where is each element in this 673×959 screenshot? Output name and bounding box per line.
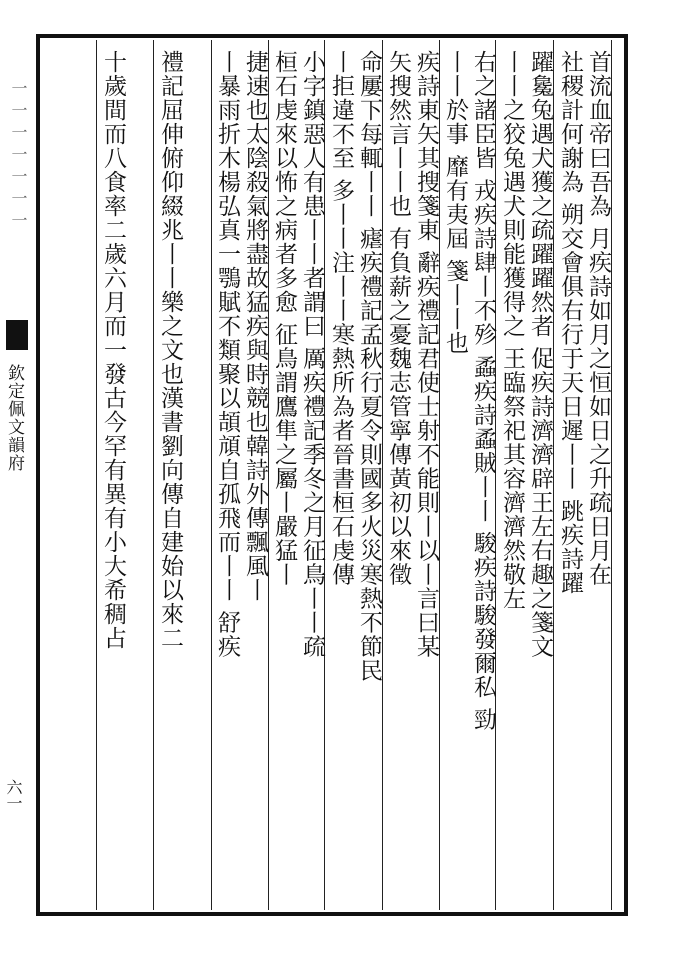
text-column: 小字鎮惡人有患丨丨者謂曰 厲疾禮記季冬之月征鳥丨丨疏 (299, 50, 325, 659)
text-column: 丨丨於事 靡有夷屆 箋丨丨也 (442, 50, 468, 355)
text-column: 疾詩東矢其搜箋東 辭疾禮記君使士射不能則丨以丨言曰某 (413, 50, 439, 659)
fishtail-mark (6, 320, 28, 350)
edge-marks: 一一一一一一一 (9, 80, 28, 234)
book-title: 欽定佩文韻府 (4, 364, 24, 472)
page-number: 六一 (4, 779, 23, 811)
page-margin (0, 34, 32, 916)
text-column: 躍毚兔遇犬獲之疏躍躍然者 促疾詩濟濟辟王左右趣之箋文 (527, 50, 553, 659)
text-column: 社稷計何謝為 朔交會俱右行于天日遲丨丨 跳疾詩躍 (557, 50, 583, 595)
text-column: 命屢下每輒丨丨 瘧疾禮記孟秋行夏令則國多火災寒熱不節民 (356, 50, 382, 683)
text-column: 丨丨之狡兔遇犬則能獲得之 王臨祭祀其容濟濟然敬左 (499, 50, 525, 611)
text-column: 禮記屈伸俯仰綴兆丨丨樂之文也漢書劉向傳自建始以來二 (157, 50, 183, 650)
text-column: 首流血帝曰吾為 月疾詩如月之恒如日之升疏日月在 (585, 50, 611, 587)
text-column: 丨拒違不至 多丨丨注丨丨寒熱所為者晉書桓石虔傳 (328, 50, 354, 587)
text-column: 捷速也太陰殺氣將盡故猛疾與時競也韓詩外傳飄風丨 (242, 50, 268, 602)
text-column: 右之諸臣皆 戎疾詩肆丨不殄 蟊疾詩蟊賊丨丨 駿疾詩駿發爾私 勁 (470, 50, 496, 732)
text-column: 丨暴雨折木楊弘真一鶚賦不類聚以頡頏自孤飛而丨丨 舒疾 (214, 50, 240, 659)
text-column: 矢搜然言丨丨也 有負薪之憂魏志管寧傳黃初以來徵 (385, 50, 411, 587)
column-rule (211, 40, 212, 910)
column-rule (96, 40, 97, 910)
text-column: 十歲間而八食率二歲六月而一發古今罕有異有小大希稠占 (100, 50, 126, 650)
text-column: 桓石虔來以怖之病者多愈 征鳥謂鷹隼之屬丨嚴猛丨 (271, 50, 297, 587)
column-rule (153, 40, 154, 910)
